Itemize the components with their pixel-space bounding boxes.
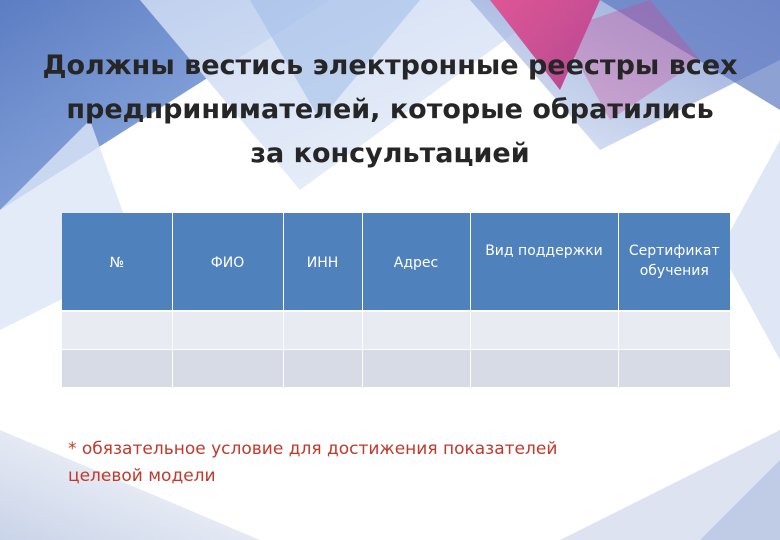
table-cell: [283, 350, 362, 388]
table-cell: [62, 311, 172, 350]
table-cell: [470, 350, 618, 388]
table-cell: [618, 311, 730, 350]
table-cell: [283, 311, 362, 350]
slide-title: [20, 44, 760, 176]
registry-table: [62, 213, 730, 388]
table-cell: [362, 311, 470, 350]
table-cell: [618, 350, 730, 388]
table-row: [62, 350, 730, 388]
footnote-line-2: целевой модели: [68, 466, 216, 486]
table-cell: [362, 350, 470, 388]
column-header-inn: ИНН: [283, 213, 362, 311]
column-header-support-type: Вид поддержки: [470, 213, 618, 311]
title-line-2: предпринимателей, которые обратились: [66, 94, 714, 125]
title-line-3: за консультацией: [250, 138, 530, 169]
table-cell: [62, 350, 172, 388]
column-header-address: Адрес: [362, 213, 470, 311]
column-header-number: №: [62, 213, 172, 311]
footnote: [68, 436, 668, 490]
title-line-1: Должны вестись электронные реестры всех: [42, 50, 738, 81]
table-cell: [470, 311, 618, 350]
footnote-line-1: * обязательное условие для достижения показателей: [68, 439, 558, 459]
column-header-certificate: Сертификат обучения: [618, 213, 730, 311]
table-row: [62, 311, 730, 350]
table-cell: [172, 350, 283, 388]
table-header-row: [62, 213, 730, 311]
column-header-fio: ФИО: [172, 213, 283, 311]
table-cell: [172, 311, 283, 350]
